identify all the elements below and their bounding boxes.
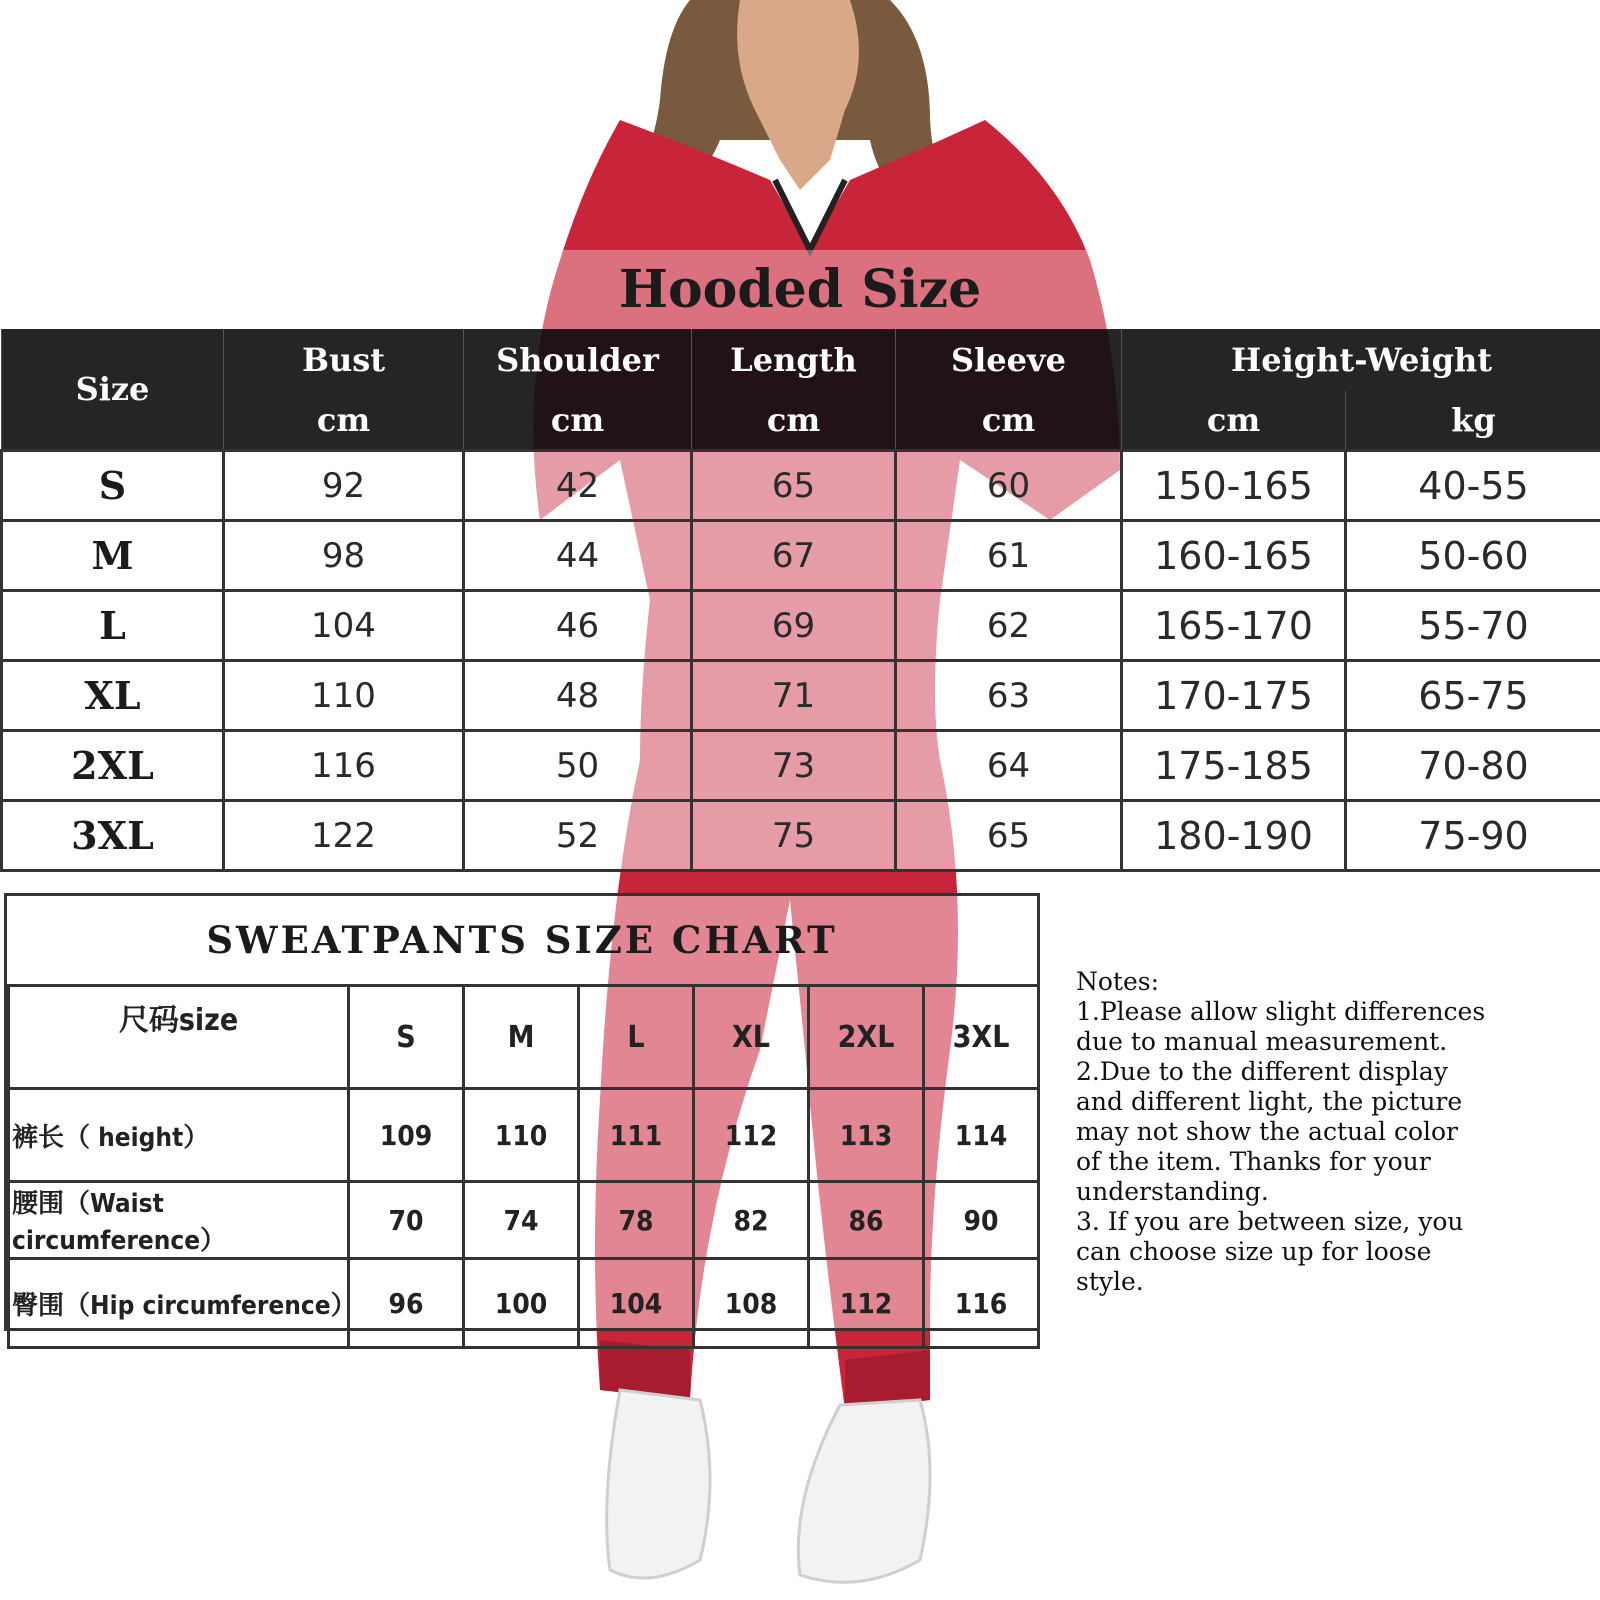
notes-line: of the item. Thanks for your <box>1076 1147 1431 1176</box>
cell-sleeve: 61 <box>896 521 1122 591</box>
row-label-hip: 臀围（Hip circumference） <box>9 1259 349 1348</box>
cell-value: 90 <box>924 1182 1039 1259</box>
cell-value: 108 <box>694 1259 809 1348</box>
cell-shoulder: 48 <box>464 661 692 731</box>
cell-value: 70 <box>349 1182 464 1259</box>
unit-shoulder-cm: cm <box>464 391 692 451</box>
size-col-2xl: 2XL <box>809 986 924 1089</box>
cell-value: 86 <box>809 1182 924 1259</box>
notes-line: 2.Due to the different display <box>1076 1057 1448 1086</box>
row-label-waist: 腰围（Waist circumference） <box>9 1182 349 1259</box>
cell-height: 175-185 <box>1122 731 1346 801</box>
cell-weight: 50-60 <box>1346 521 1600 591</box>
notes-line: may not show the actual color <box>1076 1117 1458 1146</box>
cell-value: 110 <box>464 1089 579 1182</box>
table-row <box>9 1259 1039 1348</box>
row-size: 2XL <box>2 731 224 801</box>
table-row <box>9 1089 1039 1182</box>
notes-line: 1.Please allow slight differences <box>1076 997 1486 1026</box>
cell-value: 96 <box>349 1259 464 1348</box>
unit-bust-cm: cm <box>224 391 464 451</box>
cell-bust: 104 <box>224 591 464 661</box>
cell-sleeve: 64 <box>896 731 1122 801</box>
cell-length: 69 <box>692 591 896 661</box>
cell-length: 73 <box>692 731 896 801</box>
row-size: M <box>2 521 224 591</box>
unit-height-cm: cm <box>1122 391 1346 451</box>
notes-line: due to manual measurement. <box>1076 1027 1448 1056</box>
notes <box>1076 967 1546 1297</box>
cell-weight: 65-75 <box>1346 661 1600 731</box>
table-row <box>2 451 1600 521</box>
size-col-l: L <box>579 986 694 1089</box>
hooded-size-title: Hooded Size <box>618 259 982 320</box>
cell-length: 67 <box>692 521 896 591</box>
cell-value: 100 <box>464 1259 579 1348</box>
cell-bust: 92 <box>224 451 464 521</box>
size-col-s: S <box>349 986 464 1089</box>
cell-shoulder: 52 <box>464 801 692 871</box>
cell-length: 71 <box>692 661 896 731</box>
notes-line: can choose size up for loose <box>1076 1237 1432 1266</box>
sweatpants-size-chart <box>4 893 1040 1331</box>
notes-line: style. <box>1076 1267 1144 1296</box>
cell-weight: 55-70 <box>1346 591 1600 661</box>
face <box>737 0 859 190</box>
cell-value: 114 <box>924 1089 1039 1182</box>
unit-length-cm: cm <box>692 391 896 451</box>
cell-sleeve: 62 <box>896 591 1122 661</box>
notes-title: Notes: <box>1076 967 1160 996</box>
cell-weight: 70-80 <box>1346 731 1600 801</box>
row-size: 3XL <box>2 801 224 871</box>
row-label-height: 裤长（ height） <box>9 1089 349 1182</box>
hooded-header-row-top <box>2 329 1600 391</box>
header-size: Size <box>2 329 224 451</box>
table-row <box>2 661 1600 731</box>
cell-height: 165-170 <box>1122 591 1346 661</box>
notes-line: and different light, the picture <box>1076 1087 1463 1116</box>
row-size: XL <box>2 661 224 731</box>
cell-weight: 75-90 <box>1346 801 1600 871</box>
size-label: 尺码size <box>9 986 349 1089</box>
cell-height: 180-190 <box>1122 801 1346 871</box>
cell-sleeve: 60 <box>896 451 1122 521</box>
shoe-right <box>798 1400 930 1582</box>
size-col-3xl: 3XL <box>924 986 1039 1089</box>
cell-value: 78 <box>579 1182 694 1259</box>
cell-value: 111 <box>579 1089 694 1182</box>
size-col-m: M <box>464 986 579 1089</box>
cell-bust: 116 <box>224 731 464 801</box>
cell-bust: 110 <box>224 661 464 731</box>
header-bust: Bust <box>224 329 464 391</box>
table-row <box>2 521 1600 591</box>
cell-shoulder: 50 <box>464 731 692 801</box>
cell-height: 160-165 <box>1122 521 1346 591</box>
sweatpants-title: SWEATPANTS SIZE CHART <box>206 918 838 962</box>
sweatpants-header-row <box>9 986 1039 1089</box>
pants-cuff-left <box>600 1340 690 1400</box>
row-size: L <box>2 591 224 661</box>
row-size: S <box>2 451 224 521</box>
size-col-xl: XL <box>694 986 809 1089</box>
cell-value: 109 <box>349 1089 464 1182</box>
cell-height: 150-165 <box>1122 451 1346 521</box>
header-length: Length <box>692 329 896 391</box>
cell-value: 116 <box>924 1259 1039 1348</box>
cell-sleeve: 63 <box>896 661 1122 731</box>
hooded-header-row-units <box>2 391 1600 451</box>
cell-value: 112 <box>809 1259 924 1348</box>
cell-bust: 98 <box>224 521 464 591</box>
table-row <box>9 1182 1039 1259</box>
cell-weight: 40-55 <box>1346 451 1600 521</box>
cell-value: 82 <box>694 1182 809 1259</box>
cell-sleeve: 65 <box>896 801 1122 871</box>
cell-bust: 122 <box>224 801 464 871</box>
header-height-weight: Height-Weight <box>1122 329 1600 391</box>
table-row <box>2 731 1600 801</box>
table-row <box>2 801 1600 871</box>
cell-shoulder: 42 <box>464 451 692 521</box>
shoe-left <box>607 1390 710 1578</box>
table-row <box>2 591 1600 661</box>
cell-value: 74 <box>464 1182 579 1259</box>
unit-sleeve-cm: cm <box>896 391 1122 451</box>
cell-length: 65 <box>692 451 896 521</box>
cell-value: 113 <box>809 1089 924 1182</box>
notes-line: 3. If you are between size, you <box>1076 1207 1464 1236</box>
cell-shoulder: 44 <box>464 521 692 591</box>
cell-value: 104 <box>579 1259 694 1348</box>
cell-height: 170-175 <box>1122 661 1346 731</box>
cell-value: 112 <box>694 1089 809 1182</box>
notes-line: understanding. <box>1076 1177 1269 1206</box>
hooded-size-table <box>0 329 1600 872</box>
sweatpants-table <box>7 984 1040 1349</box>
header-sleeve: Sleeve <box>896 329 1122 391</box>
cell-shoulder: 46 <box>464 591 692 661</box>
header-shoulder: Shoulder <box>464 329 692 391</box>
unit-weight-kg: kg <box>1346 391 1600 451</box>
cell-length: 75 <box>692 801 896 871</box>
